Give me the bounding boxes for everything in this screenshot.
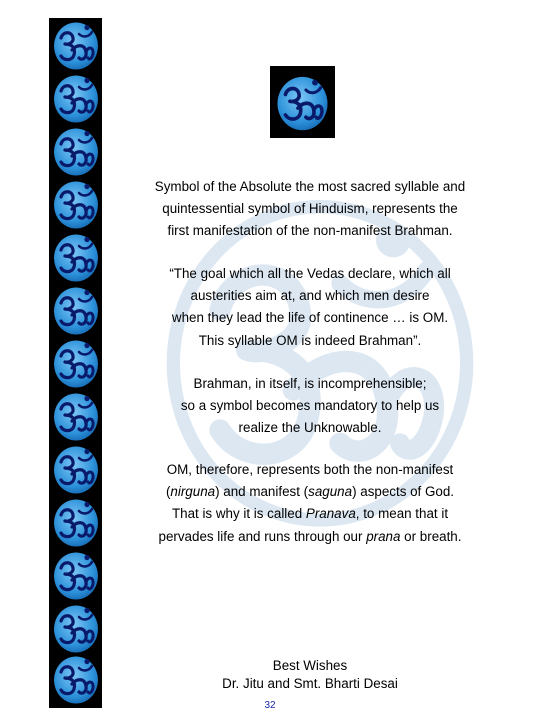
om-icon [52, 285, 100, 336]
text-line: OM, therefore, represents both the non-manifest [166, 462, 454, 477]
om-icon [52, 126, 100, 177]
om-icon-strip [49, 18, 102, 708]
signature-names: Dr. Jitu and Smt. Bharti Desai [222, 676, 398, 691]
om-icon [52, 603, 100, 654]
om-icon [52, 550, 100, 601]
text-line: quintessential symbol of Hinduism, represents the [162, 201, 458, 217]
term-nirguna: nirguna [170, 484, 216, 500]
om-icon [52, 654, 100, 705]
om-icon [275, 74, 330, 132]
om-icon [52, 20, 100, 71]
paragraph-brahman [120, 373, 500, 440]
om-symbol-box [270, 66, 335, 138]
text-line: pervades life and runs through our prana or breath. [158, 528, 462, 544]
paragraph-om-aspects [120, 459, 500, 548]
text-line: realize the Unknowable. [238, 420, 382, 436]
signature [120, 657, 500, 693]
om-icon [52, 73, 100, 124]
text-line: This syllable OM is indeed Brahman”. [198, 332, 422, 348]
text-line: first manifestation of the non-manifest Brahman. [167, 223, 453, 239]
text-line: Symbol of the Absolute the most sacred syllable and [154, 179, 466, 194]
page-number: 32 [264, 700, 276, 711]
paragraph-quote [120, 263, 500, 352]
om-icon [52, 179, 100, 230]
text-line: when they lead the life of continence … is OM. [171, 310, 449, 326]
signature-greeting: Best Wishes [272, 658, 348, 673]
om-icon [52, 444, 100, 495]
text-line: “The goal which all the Vedas declare, which all [169, 266, 451, 281]
text-line: so a symbol becomes mandatory to help us [180, 398, 440, 414]
om-icon [52, 232, 100, 283]
term-prana: prana [366, 528, 401, 544]
term-pranava: Pranava [305, 506, 356, 522]
om-icon [52, 497, 100, 548]
om-icon [52, 391, 100, 442]
term-saguna: saguna [308, 484, 353, 500]
text-line: Brahman, in itself, is incomprehensible; [193, 376, 427, 391]
paragraph-symbol-description [120, 176, 500, 243]
text-line: That is why it is called Pranava, to mean that it [171, 506, 449, 522]
om-icon [52, 338, 100, 389]
text-line: austerities aim at, and which men desire [190, 288, 430, 304]
text-line: (nirguna) and manifest (saguna) aspects of God. [165, 484, 455, 500]
